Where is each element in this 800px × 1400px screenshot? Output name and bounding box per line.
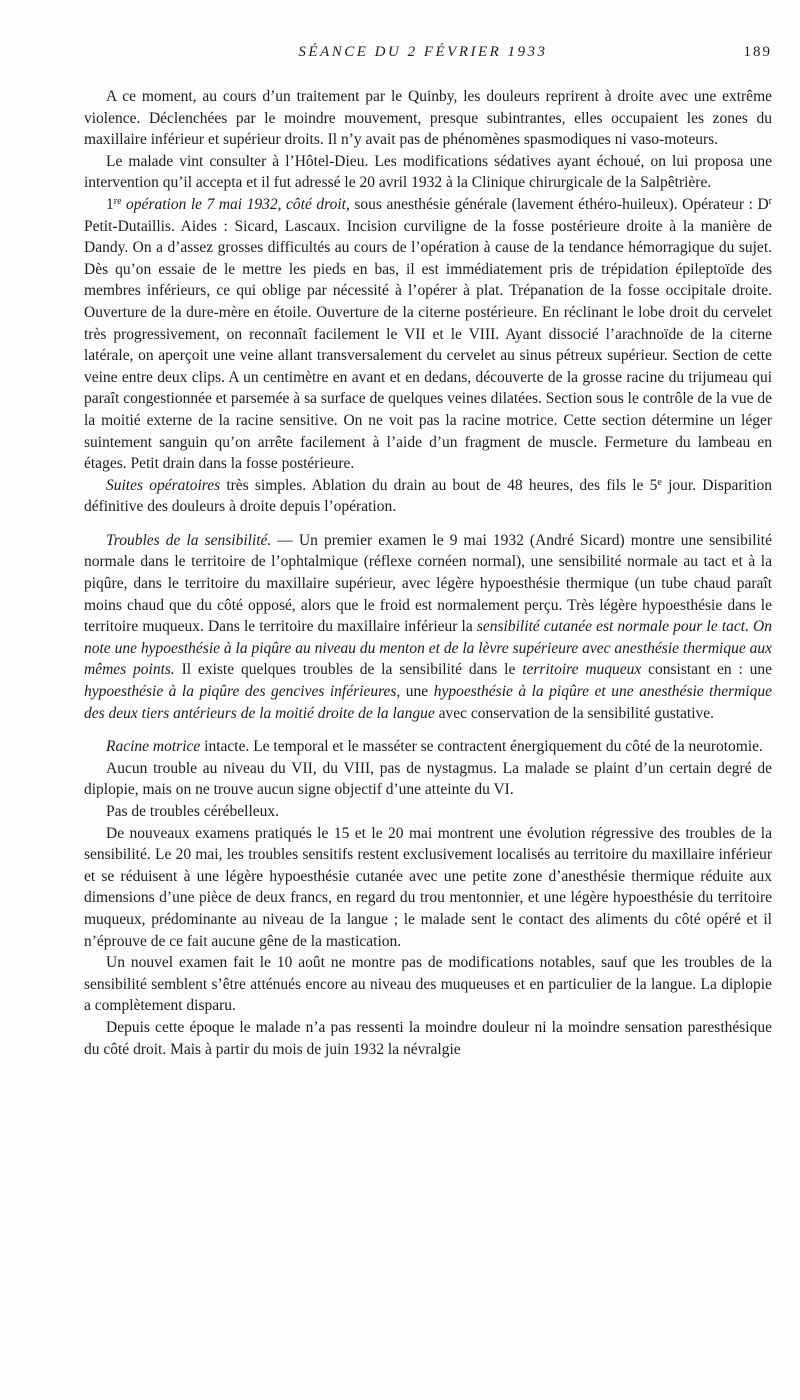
- paragraph-2-text: Le malade vint consulter à l’Hôtel-Dieu. Les modifications sédatives ayant échoué, on lui proposa une intervention qu’il accepta et il fut adressé le 20 avril 1932 à la Clinique chirurgicale de la Salpêtrière.: [84, 152, 772, 192]
- paragraph-9: De nouveaux examens pratiqués le 15 et le 20 mai montrent une évolution régressive des troubles de la sensibilité. Le 20 mai, les troubles sensitifs restent exclusivement localisés au territoire du maxillaire inférieur et se réduisent à une légère hypoesthésie cutanée avec une petite zone d’anesthésie thermique réduite aux dimensions d’une pièce de deux francs, en regard du trou mentonnier, et une légère hypoesthésie du territoire muqueux, prédominante au niveau de la langue ; le malade sent le contact des aliments du côté opéré et il n’éprouve de ce fait aucune gêne de la mastication.: [84, 824, 772, 950]
- operation-number: 1: [106, 195, 114, 213]
- operation-text-b: Petit-Dutaillis. Aides : Sicard, Lascaux. Incision curviligne de la fosse postérieure droite à la manière de Dandy. On a d’assez grosses difficultés au cours de l’opération à cause de la tendance hémorragique du sujet. Dès qu’on essaie de le mettre les pieds en bas, il est immédiatement pris de trépidation épileptoïde des membres inférieurs, ce qui oblige par nécessité à l’opérer à plat. Trépanation de la fosse occipitale droite. Ouverture de la dure-mère en étoile. Ouverture de la citerne postérieure. En réclinant le lobe droit du cervelet très progressivement, on reconnaît facilement le VII et le VIII. Ayant dissocié l’arachnoïde de la citerne latérale, on aperçoit une veine allant transversalement du cervelet au sinus pétreux supérieur. Section de cette veine entre deux clips. A un centimètre en avant et en dedans, découverte de la grosse racine du trijumeau qui paraît congestionnée et parsemée à sa surface de quelques veines dilatées. Section sous le contrôle de la vue de la moitié externe de la racine sensitive. On ne voit pas la racine motrice. Cette section détermine un léger suintement sanguin qu’on arrête facilement à l’aide d’un fragment de muscle. Fermeture du lambeau en étages. Petit drain dans la fosse postérieure.: [84, 217, 772, 473]
- troubles-italic-5: hypoesthésie à la piqûre et une anesthésie thermique des deux tiers antérieurs de la moitié droite de la langue: [84, 683, 772, 722]
- paragraph-8: Pas de troubles cérébelleux.: [106, 803, 280, 820]
- operation-heading: opération le 7 mai 1932, côté droit,: [121, 195, 350, 213]
- troubles-italic-2: sensibilité cutanée est normale pour le tact. On note une hypoesthésie à la piqûre au niveau du menton et de la lèvre supérieure avec anesthésie thermique aux mêmes points.: [84, 618, 772, 679]
- suites-text-a: très simples. Ablation du drain au bout de 48 heures, des fils le 5: [220, 476, 658, 494]
- troubles-text-c: consistant en : une: [641, 661, 772, 679]
- paragraph-2: [84, 151, 772, 194]
- page-header: [84, 44, 772, 72]
- body-text: [84, 86, 772, 1060]
- paragraph-troubles: [84, 530, 772, 724]
- running-title: SÉANCE DU 2 FÉVRIER 1933: [298, 44, 548, 60]
- paragraph-suites: [84, 475, 772, 518]
- racine-heading: Racine motrice: [106, 738, 201, 756]
- troubles-text-b: Il existe quelques troubles de la sensibilité dans le: [174, 661, 523, 679]
- paragraph-1: A ce moment, au cours d’un traitement par le Quinby, les douleurs reprirent à droite avec une extrême violence. Déclenchées par le moindre mouvement, presque subintrantes, elles occupaient les zones du maxillaire inférieur et supérieur droits. Il n’y avait pas de phénomènes spasmodiques ni vaso-moteurs.: [84, 88, 772, 149]
- operation-text-a: sous anesthésie générale (lavement éthéro-huileux). Opérateur : D: [349, 195, 769, 213]
- paragraph-racine: [84, 736, 772, 758]
- page-number: 189: [743, 44, 772, 60]
- doctor-suffix: r: [768, 195, 772, 207]
- troubles-text-d: une: [400, 683, 434, 701]
- troubles-heading: Troubles de la sensibilité.: [106, 531, 272, 549]
- paragraph-operation: [84, 194, 772, 475]
- operation-number-suffix: re: [113, 195, 122, 207]
- paragraph-10: Un nouvel examen fait le 10 août ne montre pas de modifications notables, sauf que les troubles de la sensibilité semblent s’être atténués encore au niveau des muqueuses et en particulier de la langue. La diplopie a complètement disparu.: [84, 954, 772, 1015]
- suites-heading: Suites opératoires: [106, 476, 221, 494]
- troubles-text-e: avec conservation de la sensibilité gustative.: [434, 704, 715, 722]
- troubles-italic-3: territoire muqueux: [522, 661, 642, 679]
- paragraph-7: Aucun trouble au niveau du VII, du VIII, pas de nystagmus. La malade se plaint d’un certain degré de diplopie, mais on ne trouve aucun signe objectif d’une atteinte du VI.: [84, 759, 772, 799]
- troubles-italic-4: hypoesthésie à la piqûre des gencives inférieures,: [84, 683, 401, 701]
- troubles-text-a: — Un premier examen le 9 mai 1932 (André Sicard) montre une sensibilité normale dans le territoire de l’ophtalmique (réflexe cornéen normal), une sensibilité normale au tact et à la piqûre, dans le territoire du maxillaire supérieur, avec légère hypoesthésie thermique (un tube chaud paraît moins chaud que du côté opposé, alors que le froid est normalement perçu. Très légère hypoesthésie dans le territoire muqueux. Dans le territoire du maxillaire inférieur la: [84, 531, 772, 636]
- racine-text: intacte. Le temporal et le masséter se contractent énergiquement du côté de la neurotomie.: [200, 738, 763, 756]
- suites-text-b: jour. Disparition définitive des douleurs à droite depuis l’opération.: [84, 476, 772, 516]
- day-suffix: e: [657, 476, 662, 488]
- paragraph-11: Depuis cette époque le malade n’a pas ressenti la moindre douleur ni la moindre sensation paresthésique du côté droit. Mais à partir du mois de juin 1932 la névralgie: [84, 1018, 772, 1058]
